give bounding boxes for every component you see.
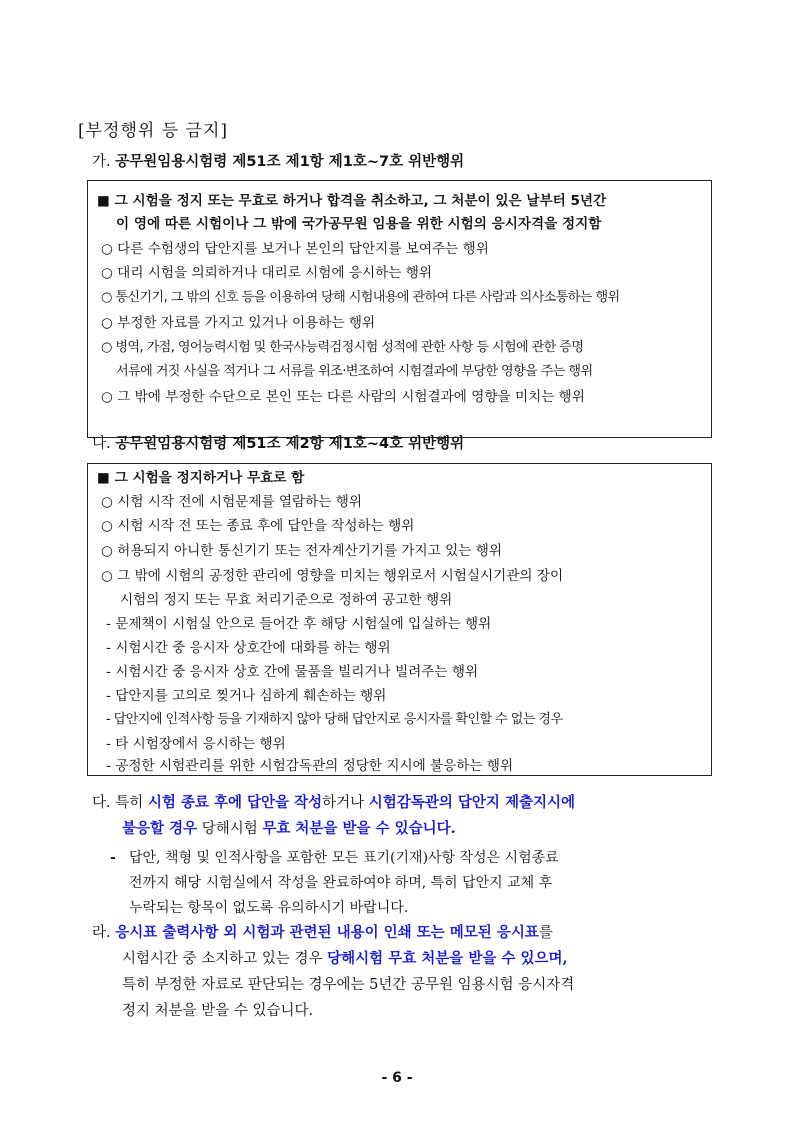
section-d-highlight-1: 응시표 출력사항 외 시험과 관련된 내용이 인쇄 또는 메모된 응시표 [115,924,539,941]
section-a-item-1: ○ 다른 수험생의 답안지를 보거나 본인의 답안지를 보여주는 행위 [101,241,489,257]
section-c-highlight-2: 시험감독관의 답안지 제출지시에 [368,794,575,811]
section-a-title-text: 공무원임용시험령 제51조 제1항 제1호~7호 위반행위 [115,154,465,170]
section-b-subitem-2: - 시험시간 중 응시자 상호간에 대화를 하는 행위 [106,640,391,656]
section-c-note-2: 전까지 해당 시험실에서 작성을 완료하여야 하며, 특히 답안지 교체 후 [129,875,553,891]
section-d-line-2 [122,946,568,972]
section-b-item-1: ○ 시험 시작 전에 시험문제를 열람하는 행위 [101,494,363,510]
section-a-title [92,150,464,171]
section-a-penalty-line-2: 이 영에 따른 시험이나 그 밖에 국가공무원 임용을 위한 시험의 응시자격을 정지함 [116,216,602,232]
section-c-highlight-1: 시험 종료 후에 답안을 작성 [147,794,323,811]
section-b-penalty: ■ 그 시험을 정지하거나 무효로 함 [97,470,305,486]
section-c-text-c: 당해시험 [197,821,263,837]
section-b-subitem-7: - 공정한 시험관리를 위한 시험감독관의 정당한 지시에 불응하는 행위 [106,758,514,774]
section-heading: [부정행위 등 금지] [78,121,229,141]
section-b-subitem-1: - 문제책이 시험실 안으로 들어간 후 해당 시험실에 입실하는 행위 [106,616,492,632]
section-b-item-2: ○ 시험 시작 전 또는 종료 후에 답안을 작성하는 행위 [101,518,415,534]
section-c-note-1: 답안, 책형 및 인적사항을 포함한 모든 표기(기재)사항 작성은 시험종료 [129,850,559,866]
section-a-item-6: ○ 그 밖에 부정한 수단으로 본인 또는 다른 사람의 시험결과에 영향을 미치는 행위 [101,389,585,405]
section-b-marker: 나. [92,436,111,452]
section-b-subitem-3: - 시험시간 중 응시자 상호 간에 물품을 빌리거나 빌려주는 행위 [106,664,479,680]
section-a-item-4: ○ 부정한 자료를 가지고 있거나 이용하는 행위 [101,315,376,331]
section-c-line-1 [92,790,575,816]
section-b-item-4-cont: 시험의 정지 또는 무효 처리기준으로 정하여 공고한 행위 [120,592,453,608]
section-d-marker: 라. [92,925,111,941]
section-a-item-5-cont: 서류에 거짓 사실을 적거나 그 서류를 위조·변조하여 시험결과에 부당한 영향을 주는 행위 [116,364,593,379]
section-c-highlight-4: 무효 처분을 받을 수 있습니다. [262,820,456,837]
section-c-note-3: 누락되는 항목이 없도록 유의하시기 바랍니다. [129,900,409,916]
section-d-text-b: 시험시간 중 소지하고 있는 경우 [122,951,328,967]
section-b-subitem-6: - 타 시험장에서 응시하는 행위 [106,736,286,752]
section-d-line-4: 정지 처분을 받을 수 있습니다. [122,1003,314,1019]
section-b-subitem-5: - 답안지에 인적사항 등을 기재하지 않아 당해 답안지로 응시자를 확인할 수 없는 경우 [106,712,563,727]
section-a-item-2: ○ 대리 시험을 의뢰하거나 대리로 시험에 응시하는 행위 [101,265,433,281]
section-b-item-4: ○ 그 밖에 시험의 공정한 관리에 영향을 미치는 행위로서 시험실시기관의 장이 [101,568,564,584]
section-b-title-text: 공무원임용시험령 제51조 제2항 제1호~4호 위반행위 [115,436,465,452]
section-d-text-a: 를 [538,925,553,941]
section-c-highlight-3: 불응할 경우 [122,820,198,837]
section-b-subitem-4: - 답안지를 고의로 찢거나 심하게 훼손하는 행위 [106,688,387,704]
section-a-item-3: ○ 통신기기, 그 밖의 신호 등을 이용하여 당해 시험내용에 관하여 다른 사람과 의사소통하는 행위 [101,290,620,305]
section-c-line-2 [122,816,456,842]
section-c-text-b: 하거나 [322,795,369,811]
section-c-marker: 다. [92,795,111,811]
section-c-text-a: 특히 [115,795,148,811]
section-a-item-5: ○ 병역, 가점, 영어능력시험 및 한국사능력검정시험 성적에 관한 사항 등 시험에 관한 증명 [101,340,584,355]
section-b-item-3: ○ 허용되지 아니한 통신기기 또는 전자계산기기를 가지고 있는 행위 [101,543,502,559]
section-c-dash: - [110,850,116,866]
section-d-line-3: 특히 부정한 자료로 판단되는 경우에는 5년간 공무원 임용시험 응시자격 [122,977,575,993]
section-d-highlight-2: 당해시험 무효 처분을 받을 수 있으며, [327,950,568,967]
section-d-line-1 [92,920,553,946]
page-number: - 6 - [381,1070,413,1086]
section-a-marker: 가. [92,154,111,170]
section-a-penalty-line-1: ■ 그 시험을 정지 또는 무효로 하거나 합격을 취소하고, 그 처분이 있은 날부터 5년간 [97,193,607,209]
section-b-title [92,432,464,453]
